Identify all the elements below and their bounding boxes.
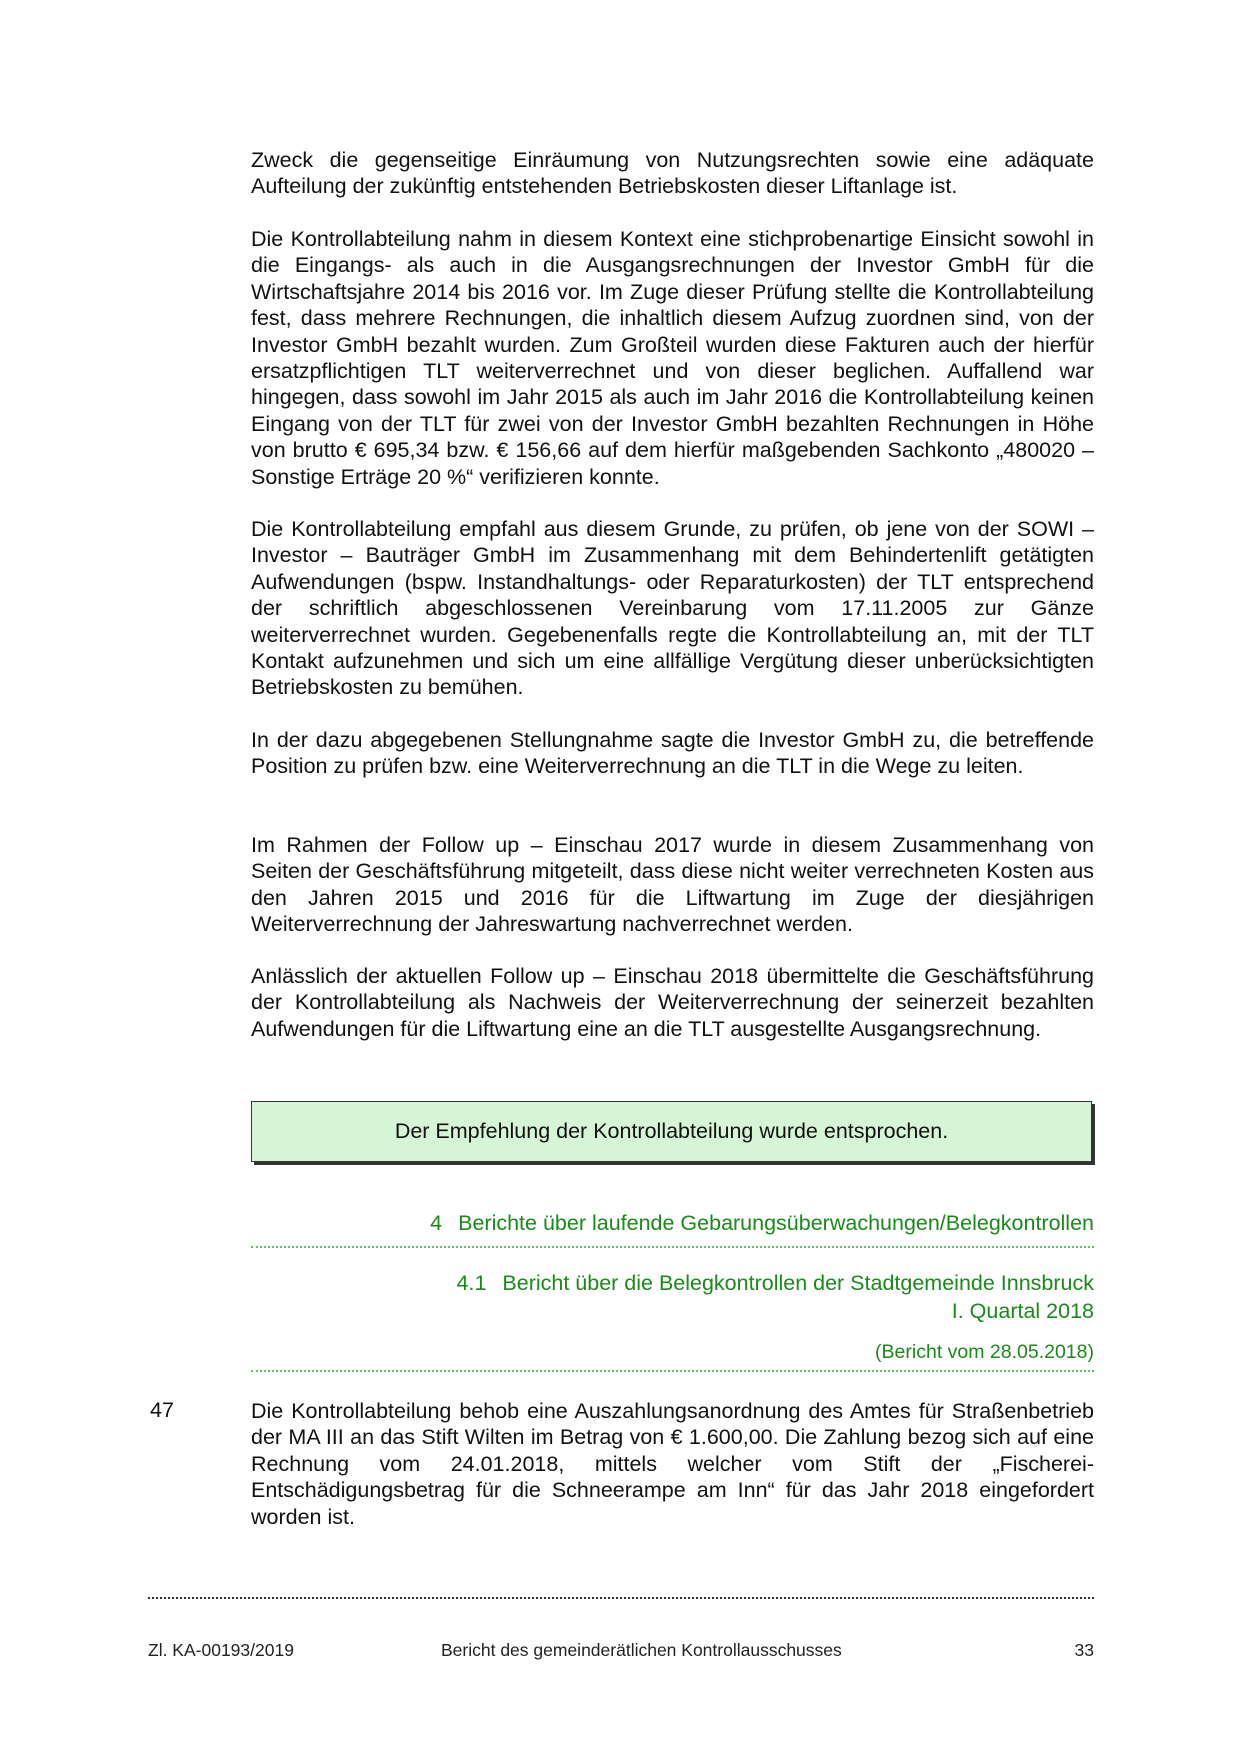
margin-number: 47 <box>150 1398 174 1422</box>
paragraph-3: Die Kontrollabteilung empfahl aus diesem Grunde, zu prüfen, ob jene von der SOWI – Investor – Bauträger GmbH im Zusammenhang mit dem Behindertenlift getätigten Aufwendungen (bspw. Instandhaltungs- oder Reparaturkosten) der TLT entsprechend der schriftlich abgeschlossenen Vereinbarung vom 17.11.2005 zur Gänze weiterverrechnet wurden. Gegebenenfalls regte die Kontrollabteilung an, mit der TLT Kontakt aufzunehmen und sich um eine allfällige Vergütung dieser unberücksichtigten Betriebskosten zu bemühen. <box>251 517 1094 700</box>
paragraph-4: In der dazu abgegebenen Stellungnahme sagte die Investor GmbH zu, die betreffende Position zu prüfen bzw. eine Weiterverrechnung an die TLT in die Wege zu leiten. <box>251 728 1094 779</box>
section-4-number: 4 <box>430 1211 443 1235</box>
section-4-heading <box>430 1209 1094 1237</box>
recommendation-notice-box <box>251 1101 1092 1162</box>
paragraph-5: Im Rahmen der Follow up – Einschau 2017 wurde in diesem Zusammenhang von Seiten der Geschäftsführung mitgeteilt, dass diese nicht weiter verrechneten Kosten aus den Jahren 2015 und 2016 für die Liftwartung im Zuge der diesjährigen Weiterverrechnung der Jahreswartung nachverrechnet werden. <box>251 833 1094 937</box>
page-number: 33 <box>1074 1640 1094 1660</box>
report-date: (Bericht vom 28.05.2018) <box>875 1341 1094 1363</box>
section-4-1-title-line1: Bericht über die Belegkontrollen der Stadtgemeinde Innsbruck <box>502 1271 1094 1295</box>
section-4-1-title-line2: I. Quartal 2018 <box>951 1299 1094 1323</box>
section-4-1-heading <box>457 1269 1094 1325</box>
section-divider <box>251 1246 1094 1248</box>
paragraph-47: Die Kontrollabteilung behob eine Auszahlungsanordnung des Amtes für Straßenbetrieb der MA III an das Stift Wilten im Betrag von € 1.600,00. Die Zahlung bezog sich auf eine Rechnung vom 24.01.2018, mittels welcher vom Stift der „Fischerei-Entschädigungsbetrag für die Schneerampe am Inn“ für das Jahr 2018 eingefordert worden ist. <box>251 1399 1094 1529</box>
footer-reference: Zl. KA-00193/2019 <box>148 1640 294 1660</box>
paragraph-1: Zweck die gegenseitige Einräumung von Nutzungsrechten sowie eine adäquate Aufteilung der zukünftig entstehenden Betriebskosten dieser Liftanlage ist. <box>251 148 1094 199</box>
paragraph-2: Die Kontrollabteilung nahm in diesem Kontext eine stichprobenartige Einsicht sowohl in die Eingangs- als auch in die Ausgangsrechnungen der Investor GmbH für die Wirtschaftsjahre 2014 bis 2016 vor. Im Zuge dieser Prüfung stellte die Kontrollabteilung fest, dass mehrere Rechnungen, die inhaltlich diesem Aufzug zuordnen sind, von der Investor GmbH bezahlt wurden. Zum Großteil wurden diese Fakturen auch der hierfür ersatzpflichtigen TLT weiterverrechnet und von dieser beglichen. Auffallend war hingegen, dass sowohl im Jahr 2015 als auch im Jahr 2016 die Kontrollabteilung keinen Eingang von der TLT für zwei von der Investor GmbH bezahlten Rechnungen in Höhe von brutto € 695,34 bzw. € 156,66 auf dem hierfür maßgebenden Sachkonto „480020 – Sonstige Erträge 20 %“ verifizieren konnte. <box>251 227 1094 489</box>
section-4-1-number: 4.1 <box>456 1271 487 1295</box>
section-4-title: Berichte über laufende Gebarungsüberwachungen/Belegkontrollen <box>458 1211 1094 1235</box>
footer-divider <box>148 1597 1094 1599</box>
paragraph-6: Anlässlich der aktuellen Follow up – Einschau 2018 übermittelte die Geschäftsführung der Kontrollabteilung als Nachweis der Weiterverrechnung der seinerzeit bezahlten Aufwendungen für die Liftwartung eine an die TLT ausgestellte Ausgangsrechnung. <box>251 964 1094 1041</box>
section-divider <box>251 1370 1094 1372</box>
footer-title: Bericht des gemeinderätlichen Kontrollausschusses <box>441 1640 842 1660</box>
recommendation-notice-text: Der Empfehlung der Kontrollabteilung wurde entsprochen. <box>394 1119 949 1143</box>
